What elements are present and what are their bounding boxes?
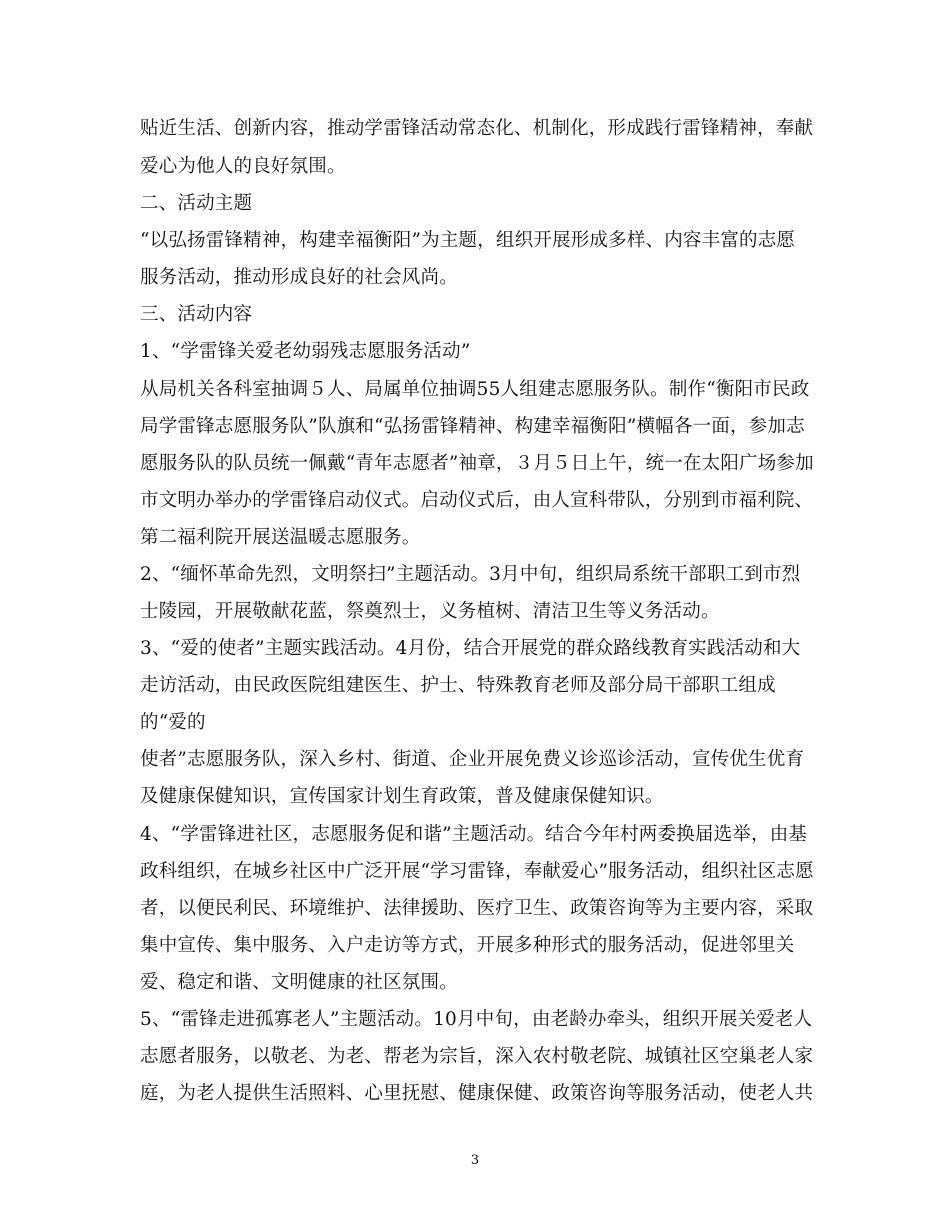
text-line: 局学雷锋志愿服务队”队旗和“弘扬雷锋精神、构建幸福衡阳”横幅各一面，参加志 — [140, 416, 805, 437]
text-line: 服务活动，推动形成良好的社会风尚。 — [140, 267, 458, 288]
text-line: 贴近生活、创新内容，推动学雷锋活动常态化、机制化，形成践行雷锋精神，奉献 — [140, 118, 814, 139]
text-line: 及健康保健知识，宣传国家计划生育政策，普及健康保健知识。 — [140, 786, 664, 807]
section-heading: 三、活动内容 — [140, 304, 253, 325]
text-line: 爱、稳定和谐、文明健康的社区氛围。 — [140, 972, 458, 993]
text-line: 爱心为他人的良好氛围。 — [140, 156, 346, 177]
text-line: 集中宣传、集中服务、入户走访等方式，开展多种形式的服务活动，促进邻里关 — [140, 935, 795, 956]
text-line: 者，以便民利民、环境维护、法律援助、医疗卫生、政策咨询等为主要内容，采取 — [140, 898, 814, 919]
text-line: “以弘扬雷锋精神，构建幸福衡阳”为主题，组织开展形成多样、内容丰富的志愿 — [140, 230, 796, 251]
text-line: 庭，为老人提供生活照料、心里抚慰、健康保健、政策咨询等服务活动，使老人共 — [140, 1083, 814, 1104]
list-item: 3、“爱的使者”主题实践活动。4月份，结合开展党的群众路线教育实践活动和大 — [140, 638, 801, 659]
text-line: 从局机关各科室抽调５人、局属单位抽调55人组建志愿服务队。制作“衡阳市民政 — [140, 379, 810, 400]
text-line: 走访活动，由民政医院组建医生、护士、特殊教育老师及部分局干部职工组成 — [140, 675, 776, 696]
text-line: 愿服务队的队员统一佩戴“青年志愿者”袖章，３月５日上午，统一在太阳广场参加 — [140, 453, 814, 474]
text-line: 第二福利院开展送温暖志愿服务。 — [140, 527, 421, 548]
list-item: 5、“雷锋走进孤寡老人”主题活动。10月中旬，由老龄办牵头，组织开展关爱老人 — [140, 1009, 813, 1030]
text-line: 士陵园，开展敬献花蓝，祭奠烈士，义务植树、清洁卫生等义务活动。 — [140, 601, 720, 622]
text-line: 政科组织，在城乡社区中广泛开展“学习雷锋，奉献爱心”服务活动，组织社区志愿 — [140, 861, 814, 882]
text-line: 的“爱的 — [140, 712, 206, 733]
page-number: 3 — [470, 1153, 480, 1168]
list-item: 2、“缅怀革命先烈，文明祭扫”主题活动。3月中旬，组织局系统干部职工到市烈 — [140, 564, 801, 585]
text-line: 使者”志愿服务队，深入乡村、街道、企业开展免费义诊巡诊活动，宣传优生优育 — [140, 749, 805, 770]
list-item: 4、“学雷锋进社区，志愿服务促和谐”主题活动。结合今年村两委换届选举，由基 — [140, 824, 808, 845]
section-heading: 二、活动主题 — [140, 193, 253, 214]
text-line: 志愿者服务，以敬老、为老、帮老为宗旨，深入农村敬老院、城镇社区空巢老人家 — [140, 1046, 814, 1067]
text-line: 市文明办举办的学雷锋启动仪式。启动仪式后，由人宣科带队，分别到市福利院、 — [140, 490, 814, 511]
list-item-heading: 1、“学雷锋关爱老幼弱残志愿服务活动” — [140, 341, 471, 362]
